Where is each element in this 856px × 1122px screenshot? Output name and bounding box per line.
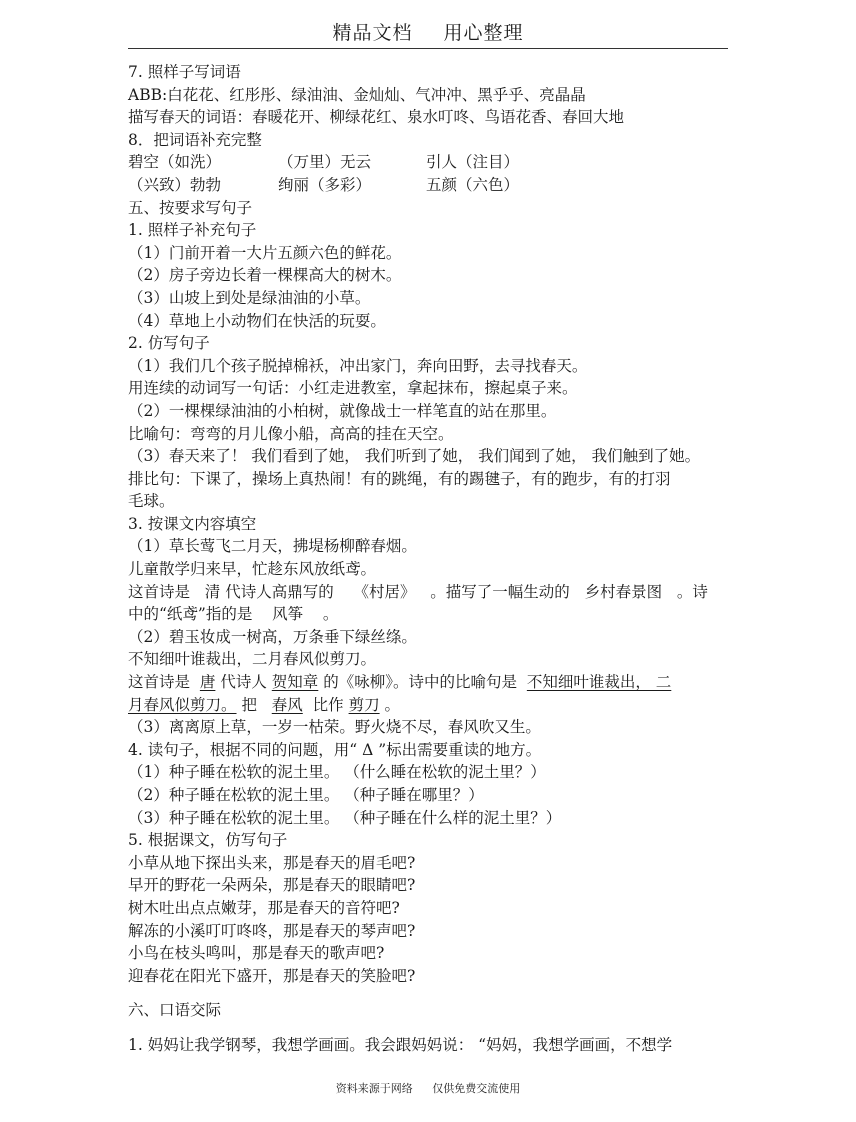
- subquestion-title: 5. 根据课文，仿写句子: [128, 831, 288, 850]
- sentence-line: 1. 妈妈让我学钢琴，我想学画画。我会跟妈妈说： “妈妈，我想学画画，不想学: [128, 1035, 673, 1054]
- sentence-line: （4）草地上小动物们在快活的玩耍。: [128, 311, 386, 330]
- blank-answer: 贺知章: [271, 673, 319, 692]
- subquestion-title: 2. 仿写句子: [128, 334, 210, 353]
- sentence-line: （3）山坡上到处是绿油油的小草。: [128, 288, 371, 307]
- sentence-line: （2）一棵棵绿油油的小柏树，就像战士一样笔直的站在那里。: [128, 401, 557, 420]
- blank-answer: 剪刀: [348, 695, 380, 714]
- poem-line: 不知细叶谁裁出，二月春风似剪刀。: [128, 650, 377, 669]
- text-fragment: 比作: [312, 695, 344, 714]
- sentence-line: （1）种子睡在松软的泥土里。 （什么睡在松软的泥土里？）: [128, 763, 546, 782]
- subquestion-title: 3. 按课文内容填空: [128, 514, 257, 533]
- sentence-line: （3）春天来了！ 我们看到了她， 我们听到了她， 我们闻到了她， 我们触到了她。: [128, 447, 701, 466]
- sentence-line: 解冻的小溪叮叮咚咚，那是春天的琴声吧?: [128, 921, 416, 940]
- sentence-line: 早开的野花一朵两朵，那是春天的眼睛吧?: [128, 876, 416, 895]
- word-item: 碧空（如洗）: [128, 153, 222, 172]
- sentence-line: 排比句：下课了，操场上真热闹！有的跳绳，有的踢毽子，有的跑步，有的打羽: [128, 469, 671, 488]
- blank-answer: 《村居》: [353, 582, 416, 601]
- sentence-line: 比喻句：弯弯的月儿像小船，高高的挂在天空。: [128, 424, 454, 443]
- footer-left-text: 资料来源于网络: [335, 1082, 413, 1095]
- sentence-line: （2）种子睡在松软的泥土里。 （种子睡在哪里？）: [128, 786, 484, 804]
- spring-words-line: 描写春天的词语：春暖花开、柳绿花红、泉水叮咚、鸟语花香、春回大地: [128, 108, 625, 127]
- blank-answer: 唐: [199, 673, 216, 692]
- sentence-line: （2）房子旁边长着一棵棵高大的树木。: [128, 266, 402, 285]
- word-completion-row-2: [128, 174, 728, 197]
- fill-blank-line: [128, 581, 728, 604]
- word-item: 引人（注目）: [426, 153, 520, 172]
- question-7-title: 7. 照样子写词语: [128, 63, 241, 81]
- text-fragment: 。描写了一幅生动的: [430, 582, 570, 601]
- blank-answer: 春风: [271, 695, 303, 714]
- blank-answer: 乡村春景图: [584, 582, 663, 601]
- fill-blank-line: [128, 694, 728, 717]
- poem-line: 儿童散学归来早，忙趁东风放纸鸢。: [128, 560, 377, 579]
- header-right-text: 用心整理: [443, 22, 524, 44]
- word-item: 五颜（六色）: [426, 175, 520, 194]
- text-fragment: 这首诗是: [128, 673, 191, 692]
- blank-answer: 清: [204, 582, 221, 601]
- blank-answer: 月春风似剪刀。: [128, 695, 237, 714]
- text-fragment: 这首诗是: [128, 582, 191, 601]
- question-8-title: 8．把词语补充完整: [128, 130, 262, 149]
- fill-blank-line: [128, 671, 728, 694]
- word-item: （兴致）勃勃: [128, 175, 222, 194]
- page-header: [128, 18, 728, 49]
- footer-right-text: 仅供免费交流使用: [432, 1082, 521, 1095]
- text-fragment: 。: [384, 695, 401, 714]
- word-item: （万里）无云: [278, 153, 372, 172]
- sentence-line: 树木吐出点点嫩芽，那是春天的音符吧?: [128, 898, 400, 917]
- text-fragment: 中的“纸鸢”指的是: [128, 605, 253, 624]
- subquestion-title: 1. 照样子补充句子: [128, 221, 257, 240]
- sentence-line: 小鸟在枝头鸣叫，那是春天的歌声吧?: [128, 944, 385, 963]
- text-fragment: 代诗人高鼎写的: [225, 582, 334, 601]
- word-completion-row-1: [128, 151, 728, 174]
- section-spacer: [128, 987, 728, 999]
- sentence-line: 迎春花在阳光下盛开，那是春天的笑脸吧?: [128, 966, 416, 985]
- fill-blank-line: [128, 603, 728, 626]
- sentence-line: （1）我们几个孩子脱掉棉袄，冲出家门，奔向田野，去寻找春天。: [128, 356, 588, 375]
- header-left-text: 精品文档: [332, 22, 413, 44]
- document-body: [128, 61, 728, 1057]
- section-5-heading: 五、按要求写句子: [128, 198, 253, 217]
- sentence-line: 用连续的动词写一句话：小红走进教室，拿起抹布，擦起桌子来。: [128, 379, 578, 398]
- text-fragment: 的《咏柳》。诗中的比喻句是: [323, 673, 517, 692]
- subquestion-title: 4. 读句子，根据不同的问题，用“ Δ ”标出需要重读的地方。: [128, 740, 542, 759]
- poem-line: （3）离离原上草，一岁一枯荣。野火烧不尽，春风吹又生。: [128, 718, 541, 737]
- sentence-line: （1）门前开着一大片五颜六色的鲜花。: [128, 243, 402, 262]
- text-fragment: 把: [241, 695, 257, 714]
- text-fragment: 代诗人: [220, 673, 267, 692]
- text-fragment: 。: [322, 605, 339, 624]
- word-item: 绚丽（多彩）: [278, 175, 372, 194]
- poem-line: （2）碧玉妆成一树高，万条垂下绿丝绦。: [128, 627, 417, 646]
- abb-words-line: ABB:白花花、红彤彤、绿油油、金灿灿、气冲冲、黑乎乎、亮晶晶: [128, 85, 586, 104]
- text-fragment: 。诗: [676, 582, 708, 601]
- sentence-line: （3）种子睡在松软的泥土里。 （种子睡在什么样的泥土里？）: [128, 808, 562, 827]
- poem-line: （1）草长莺飞二月天，拂堤杨柳醉春烟。: [128, 537, 417, 556]
- section-spacer: [128, 1022, 728, 1034]
- blank-answer: 风筝: [272, 605, 304, 624]
- sentence-line: 小草从地下探出头来，那是春天的眉毛吧?: [128, 853, 416, 872]
- page-footer: [0, 1080, 856, 1096]
- section-6-heading: 六、口语交际: [128, 1001, 222, 1020]
- blank-answer: 不知细叶谁裁出， 二: [526, 673, 672, 692]
- sentence-line: 毛球。: [128, 492, 175, 511]
